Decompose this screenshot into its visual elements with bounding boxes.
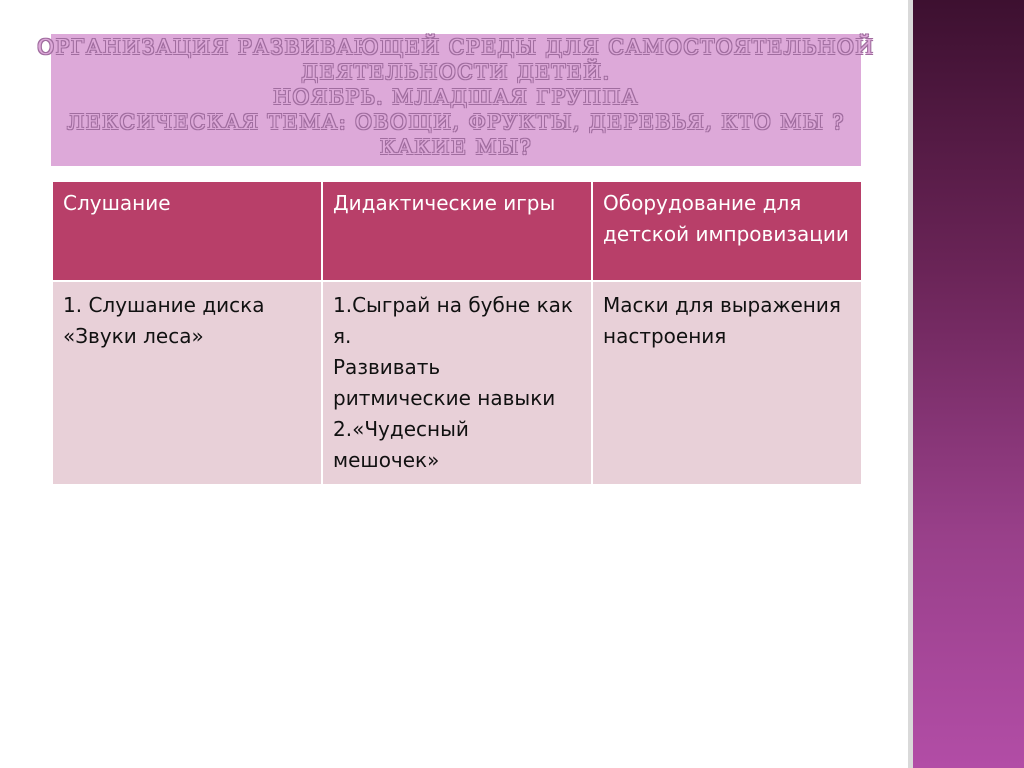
table-header-row — [52, 181, 862, 281]
cell-text: 1. Слушание диска — [63, 293, 265, 317]
cell-text: 2.«Чудесный мешочек» — [333, 417, 469, 472]
cell-text: Развивать ритмические навыки — [333, 355, 556, 410]
slide-title — [37, 34, 875, 166]
decorative-sidebar — [913, 0, 1024, 768]
table-row — [52, 281, 862, 485]
cell-text: «Звуки леса» — [63, 324, 204, 348]
header-didactic-games: Дидактические игры — [322, 181, 592, 281]
cell-text: Маски для выражения настроения — [603, 293, 841, 348]
cell-text: 1.Сыграй на бубне как я. — [333, 293, 573, 348]
activity-table — [51, 180, 863, 486]
cell-didactic-games — [322, 281, 592, 485]
title-line-2: ДЕЯТЕЛЬНОСТИ ДЕТЕЙ. — [301, 60, 611, 84]
title-line-5: КАКИЕ МЫ? — [379, 135, 533, 159]
title-line-3: НОЯБРЬ. МЛАДШАЯ ГРУППА — [273, 85, 639, 109]
cell-listening — [52, 281, 322, 485]
cell-equipment — [592, 281, 862, 485]
header-listening: Слушание — [52, 181, 322, 281]
title-line-1: ОРГАНИЗАЦИЯ РАЗВИВАЮЩЕЙ СРЕДЫ ДЛЯ САМОСТОЯТЕЛЬНОЙ — [37, 35, 875, 59]
header-equipment: Оборудование для детской импровизации — [592, 181, 862, 281]
title-line-4: ЛЕКСИЧЕСКАЯ ТЕМА: ОВОЩИ, ФРУКТЫ, ДЕРЕВЬЯ, КТО МЫ ? — [67, 110, 845, 134]
